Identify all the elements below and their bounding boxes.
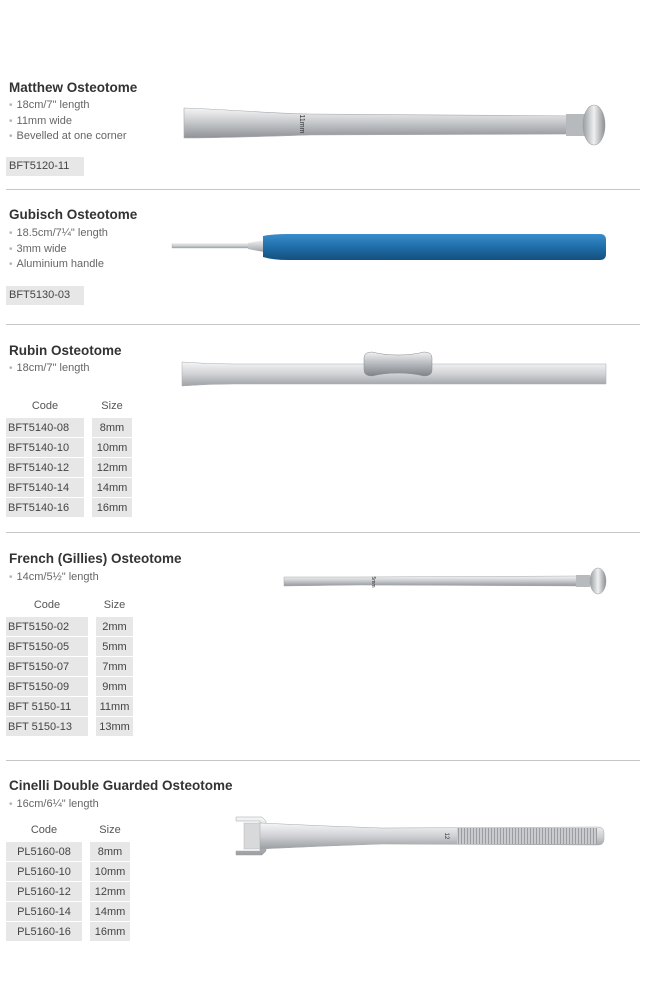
code-number: 5140-16 <box>28 501 70 514</box>
code-number: 5150-13 <box>28 720 73 733</box>
code-prefix: BFT <box>8 501 29 514</box>
spec-item: • 11mm wide <box>9 114 127 130</box>
table-row <box>6 902 130 921</box>
code-number: 5140-12 <box>28 461 70 474</box>
french-gillies-osteotome-image <box>280 565 615 597</box>
spec-item: • 18cm/7" length <box>9 98 127 114</box>
code-prefix: BFT <box>8 660 29 673</box>
code-number: 5130-03 <box>29 289 71 301</box>
table-row <box>6 617 133 636</box>
spec-list <box>9 361 90 377</box>
product-title: Rubin Osteotome <box>9 343 122 358</box>
code-number: 5140-10 <box>28 441 70 454</box>
code-number: PL5160-16 <box>17 925 71 938</box>
size-cell: 5mm <box>96 637 133 656</box>
code-prefix: BFT <box>8 620 29 633</box>
spec-list <box>9 797 99 813</box>
code-prefix: BFT <box>8 441 29 454</box>
cinelli-osteotome-image <box>232 813 612 859</box>
rubin-osteotome-image <box>178 350 613 390</box>
code-number: PL5160-14 <box>17 905 71 918</box>
code-number: 5150-11 <box>28 700 72 713</box>
column-header-size: Size <box>99 824 121 836</box>
size-cell: 2mm <box>96 617 133 636</box>
code-number: PL5160-08 <box>17 845 71 858</box>
table-row <box>6 438 132 457</box>
table-row <box>6 418 132 437</box>
code-prefix: BFT <box>9 160 30 172</box>
spec-item: • Bevelled at one corner <box>9 129 127 145</box>
size-cell: 7mm <box>96 657 133 676</box>
code-size-table <box>6 593 133 737</box>
section-rubin-osteotome <box>0 325 664 533</box>
size-cell: 14mm <box>92 478 132 497</box>
table-row <box>6 637 133 656</box>
size-cell: 16mm <box>90 922 130 941</box>
code-number: PL5160-10 <box>17 865 71 878</box>
table-row <box>6 842 130 861</box>
code-prefix: BFT <box>8 481 29 494</box>
spec-item: • Aluminium handle <box>9 257 108 273</box>
product-code <box>6 286 84 305</box>
code-number: 5150-02 <box>28 620 70 633</box>
size-cell: 9mm <box>96 677 133 696</box>
table-row <box>6 922 130 941</box>
size-cell: 13mm <box>96 717 133 736</box>
code-number: 5140-14 <box>28 481 70 494</box>
instrument-marking: 5mm <box>370 576 376 588</box>
size-cell: 8mm <box>90 842 130 861</box>
code-number: 5150-07 <box>28 660 70 673</box>
code-prefix: BFT <box>9 289 30 301</box>
code-number: 5150-05 <box>28 640 70 653</box>
size-cell: 11mm <box>96 697 133 716</box>
column-header-code: Code <box>33 599 61 611</box>
code-prefix: BFT <box>8 421 29 434</box>
section-gubisch-osteotome <box>0 190 664 325</box>
column-header-size: Size <box>101 400 123 412</box>
gubisch-osteotome-image <box>168 228 613 264</box>
section-matthew-osteotome <box>0 0 664 190</box>
table-row <box>6 882 130 901</box>
spec-list <box>9 98 127 145</box>
size-cell: 16mm <box>92 498 132 517</box>
code-prefix: BFT <box>8 720 29 733</box>
column-header-code: Code <box>31 400 59 412</box>
code-prefix: BFT <box>8 700 29 713</box>
code-number: 5150-09 <box>28 680 70 693</box>
table-row <box>6 657 133 676</box>
size-cell: 10mm <box>90 862 130 881</box>
spec-item: • 16cm/6¼" length <box>9 797 99 813</box>
table-row <box>6 458 132 477</box>
spec-item: • 14cm/5½" length <box>9 570 99 586</box>
column-header-code: Code <box>30 824 58 836</box>
spec-item: • 3mm wide <box>9 242 108 258</box>
size-cell: 12mm <box>90 882 130 901</box>
table-row <box>6 697 133 716</box>
code-prefix: BFT <box>8 640 29 653</box>
code-size-table <box>6 394 132 518</box>
size-cell: 14mm <box>90 902 130 921</box>
size-cell: 10mm <box>92 438 132 457</box>
spec-list <box>9 570 99 586</box>
product-code <box>6 157 84 176</box>
spec-item: • 18.5cm/7¼" length <box>9 226 108 242</box>
matthew-osteotome-image <box>180 92 620 154</box>
instrument-marking: 11mm <box>298 114 305 134</box>
product-title: French (Gillies) Osteotome <box>9 551 182 566</box>
spec-item: • 18cm/7" length <box>9 361 90 377</box>
product-title: Gubisch Osteotome <box>9 207 138 222</box>
table-row <box>6 478 132 497</box>
size-cell: 12mm <box>92 458 132 477</box>
product-title: Cinelli Double Guarded Osteotome <box>9 778 233 793</box>
spec-list <box>9 226 108 273</box>
table-row <box>6 862 130 881</box>
code-number: PL5160-12 <box>17 885 71 898</box>
code-prefix: BFT <box>8 680 29 693</box>
column-header-size: Size <box>103 599 126 611</box>
table-row <box>6 717 133 736</box>
code-size-table <box>6 818 130 942</box>
size-cell: 8mm <box>92 418 132 437</box>
code-number: 5140-08 <box>28 421 70 434</box>
section-cinelli-double-guarded-osteotome <box>0 761 664 1000</box>
table-row <box>6 677 133 696</box>
product-title: Matthew Osteotome <box>9 80 138 95</box>
instrument-marking: 12 <box>443 832 449 840</box>
code-number: 5120-11 <box>29 160 70 172</box>
code-prefix: BFT <box>8 461 29 474</box>
table-row <box>6 498 132 517</box>
section-french-gillies-osteotome <box>0 533 664 761</box>
